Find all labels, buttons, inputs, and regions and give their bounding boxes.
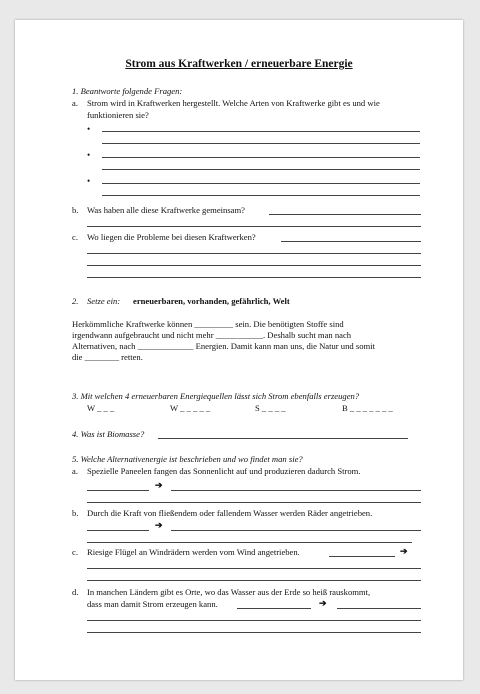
worksheet-title: Strom aus Kraftwerken / erneuerbare Energie [125,58,353,70]
q1c-text: Wo liegen die Probleme bei diesen Kraftwerken? [87,232,256,242]
q1b-label: b. [72,205,79,215]
answer-line[interactable] [171,490,421,491]
answer-line[interactable] [87,530,149,531]
answer-line[interactable] [87,265,421,266]
q5d-text-line1: In manchen Ländern gibt es Orte, wo das Wasser aus der Erde so heiß rauskommt, [87,587,371,597]
q2-word-bank: erneuerbaren, vorhanden, gefährlich, Welt [133,296,290,306]
answer-line[interactable] [329,556,395,557]
q1a-label: a. [72,98,78,108]
q5a-label: a. [72,466,78,476]
answer-line[interactable] [102,157,420,158]
q3-word-w2: W _ _ _ _ _ [170,403,211,413]
answer-line[interactable] [87,620,421,621]
q2-label: Setze ein: [87,296,121,306]
q1a-text-line1: Strom wird in Kraftwerken hergestellt. Welche Arten von Kraftwerke gibt es und wie [87,98,380,108]
q5b-label: b. [72,508,79,518]
answer-line[interactable] [87,502,421,503]
q2-text-line1: Herkömmliche Kraftwerke können _________ sein. Die benötigten Stoffe sind [72,319,344,329]
q2-text-line3: Alternativen, nach _____________ Energien. Damit kann man uns, die Natur und somit [72,341,375,351]
answer-line[interactable] [337,608,421,609]
answer-line[interactable] [237,608,311,609]
answer-line[interactable] [171,530,421,531]
q5-heading: 5. Welche Alternativenergie ist beschrieben und wo findet man sie? [72,454,303,464]
worksheet-page [15,20,463,680]
answer-line[interactable] [87,490,149,491]
answer-line[interactable] [87,580,421,581]
q1c-label: c. [72,232,78,242]
q1a-text-line2: funktionieren sie? [87,110,149,120]
answer-line[interactable] [158,438,408,439]
answer-line[interactable] [102,143,420,144]
q4-heading: 4. Was ist Biomasse? [72,429,145,439]
q5a-text: Spezielle Paneelen fangen das Sonnenlicht auf und produzieren dadurch Strom. [87,466,361,476]
arrow-icon: ➔ [155,480,163,490]
answer-line[interactable] [281,241,421,242]
answer-line[interactable] [87,253,421,254]
arrow-icon: ➔ [155,520,163,530]
bullet-2: • [87,150,91,160]
q5c-text: Riesige Flügel an Windrädern werden vom Wind angetrieben. [87,547,300,557]
q5b-text: Durch die Kraft von fließendem oder fallendem Wasser werden Räder angetrieben. [87,508,373,518]
answer-line[interactable] [102,183,420,184]
q5d-text-line2: dass man damit Strom erzeugen kann. [87,599,218,609]
q1b-text: Was haben alle diese Kraftwerke gemeinsam? [87,205,245,215]
bullet-1: • [87,124,91,134]
answer-line[interactable] [87,542,412,543]
q3-word-s: S _ _ _ _ [255,403,286,413]
q2-text-line4: die ________ retten. [72,352,143,362]
arrow-icon: ➔ [400,546,408,556]
answer-line[interactable] [102,195,420,196]
q1-heading: 1. Beantworte folgende Fragen: [72,86,183,96]
answer-line[interactable] [269,214,421,215]
q3-word-b: B _ _ _ _ _ _ _ [342,403,393,413]
answer-line[interactable] [87,226,421,227]
q2-text-line2: irgendwann aufgebraucht und nicht mehr ___________. Deshalb sucht man nach [72,330,352,340]
answer-line[interactable] [102,131,420,132]
answer-line[interactable] [87,632,421,633]
q5c-label: c. [72,547,78,557]
q3-word-w1: W _ _ _ [87,403,115,413]
answer-line[interactable] [87,277,421,278]
arrow-icon: ➔ [319,598,327,608]
answer-line[interactable] [102,169,420,170]
bullet-3: • [87,176,91,186]
answer-line[interactable] [87,568,421,569]
q3-heading: 3. Mit welchen 4 erneuerbaren Energiequellen lässt sich Strom ebenfalls erzeugen? [72,391,360,401]
q2-number: 2. [72,296,79,306]
q5d-label: d. [72,587,79,597]
